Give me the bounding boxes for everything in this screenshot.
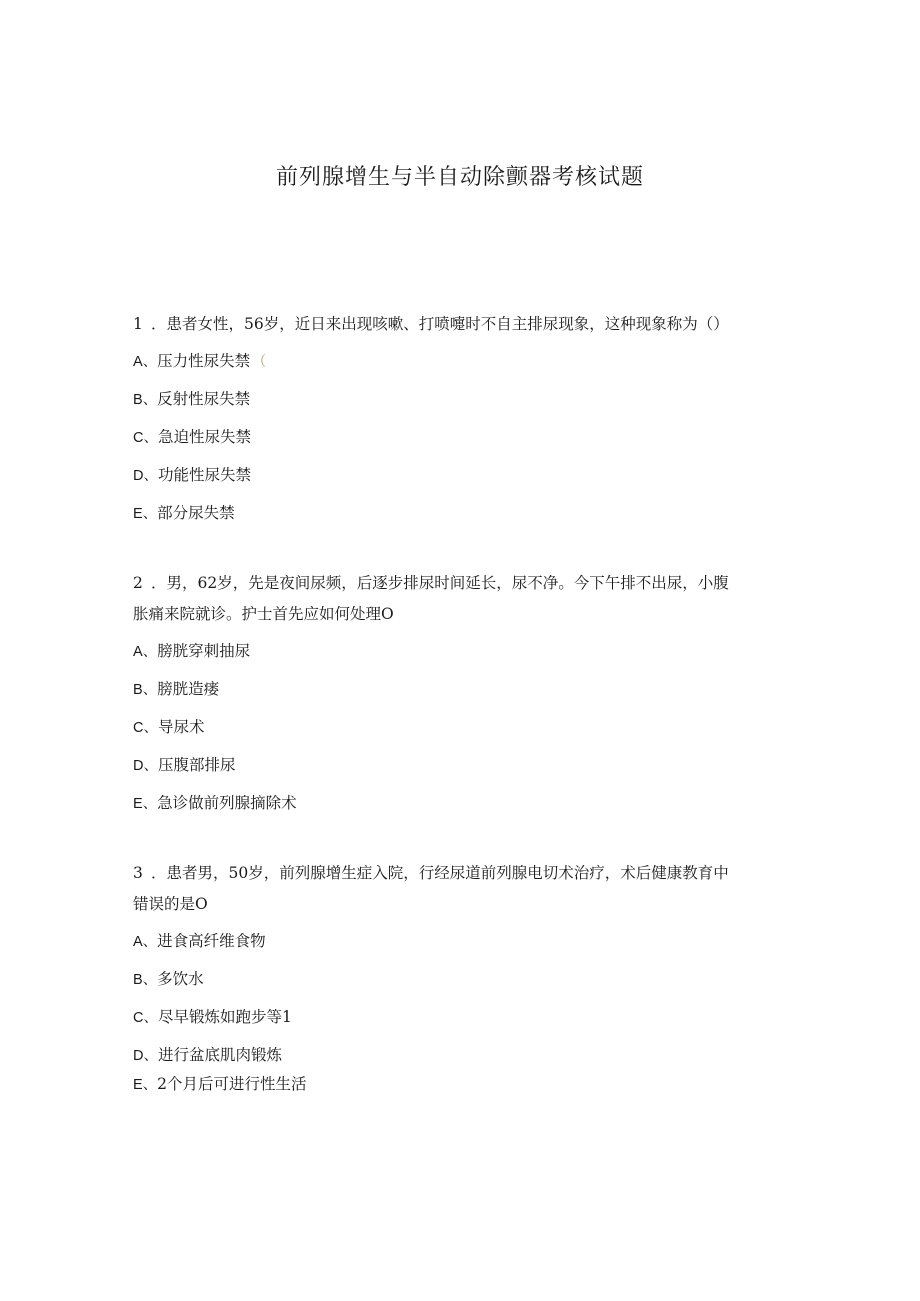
option-letter: E、 — [133, 1077, 158, 1093]
option-letter: D、 — [133, 758, 158, 774]
question-1-text: ．患者女性，56岁，近日来出现咳嗽、打喷嚏时不自主排尿现象，这种现象称为（） — [151, 315, 729, 333]
question-3-text-cont: 错误的是O — [133, 895, 208, 913]
question-1-option-a — [133, 350, 266, 373]
option-letter: C、 — [133, 1010, 158, 1026]
question-3-option-e — [133, 1073, 307, 1096]
document-title: 前列腺增生与半自动除颤器考核试题 — [275, 165, 644, 190]
option-letter: A、 — [133, 644, 158, 660]
question-2-option-a — [133, 640, 250, 663]
question-3-option-a — [133, 930, 266, 953]
option-text: 压腹部排尿 — [157, 756, 236, 774]
option-letter: A、 — [133, 934, 158, 950]
option-letter: D、 — [133, 1048, 158, 1064]
option-text: 进食高纤维食物 — [157, 932, 266, 950]
option-letter: B、 — [133, 392, 158, 408]
option-letter: A、 — [133, 354, 158, 370]
question-1-option-e — [133, 502, 235, 525]
question-2-text: ．男，62岁，先是夜间尿频，后逐步排尿时间延长，尿不净。今下午排不出尿，小腹 — [151, 574, 729, 592]
question-2-stem-line-2 — [133, 603, 394, 625]
question-3-stem-line-2 — [133, 893, 208, 915]
question-2-option-e — [133, 792, 297, 815]
option-text: 压力性尿失禁 — [157, 352, 251, 370]
option-letter: B、 — [133, 972, 158, 988]
option-text: 部分尿失禁 — [157, 504, 235, 522]
question-3-option-c — [133, 1006, 292, 1029]
option-text: 导尿术 — [157, 718, 205, 736]
option-letter: E、 — [133, 506, 158, 522]
option-letter: B、 — [133, 682, 158, 698]
option-letter: D、 — [133, 468, 158, 484]
question-2-text-cont: 胀痛来院就诊。护士首先应如何处理O — [133, 605, 394, 623]
option-text: 膀胱造瘘 — [157, 680, 220, 698]
stray-mark: （ — [252, 354, 267, 370]
option-text: 反射性尿失禁 — [157, 390, 251, 408]
question-3-stem-line-1 — [133, 862, 729, 884]
question-1-option-b — [133, 388, 250, 411]
question-3-option-d — [133, 1044, 282, 1067]
option-text: 急诊做前列腺摘除术 — [157, 794, 297, 812]
question-1-number: 1 — [133, 315, 143, 333]
option-letter: C、 — [133, 430, 158, 446]
question-2-option-c — [133, 716, 205, 739]
question-1-option-c — [133, 426, 251, 449]
question-3-text: ．患者男，50岁，前列腺增生症入院，行经尿道前列腺电切术治疗，术后健康教育中 — [151, 864, 729, 882]
question-2-number: 2 — [133, 574, 143, 592]
question-3-option-b — [133, 968, 204, 991]
option-letter: E、 — [133, 796, 158, 812]
question-2-option-d — [133, 754, 236, 777]
option-text: 进行盆底肌肉锻炼 — [157, 1046, 282, 1064]
question-1-stem-line-1 — [133, 313, 729, 335]
option-text: 膀胱穿刺抽尿 — [157, 642, 251, 660]
question-3-number: 3 — [133, 864, 143, 882]
option-text: 功能性尿失禁 — [157, 466, 251, 484]
option-letter: C、 — [133, 720, 158, 736]
option-text: 急迫性尿失禁 — [157, 428, 251, 446]
question-1-option-d — [133, 464, 251, 487]
option-text: 多饮水 — [157, 970, 204, 988]
question-2-option-b — [133, 678, 219, 701]
option-text: 尽早锻炼如跑步等1 — [157, 1008, 292, 1026]
question-2-stem-line-1 — [133, 572, 729, 594]
option-text: 2个月后可进行性生活 — [157, 1075, 307, 1093]
